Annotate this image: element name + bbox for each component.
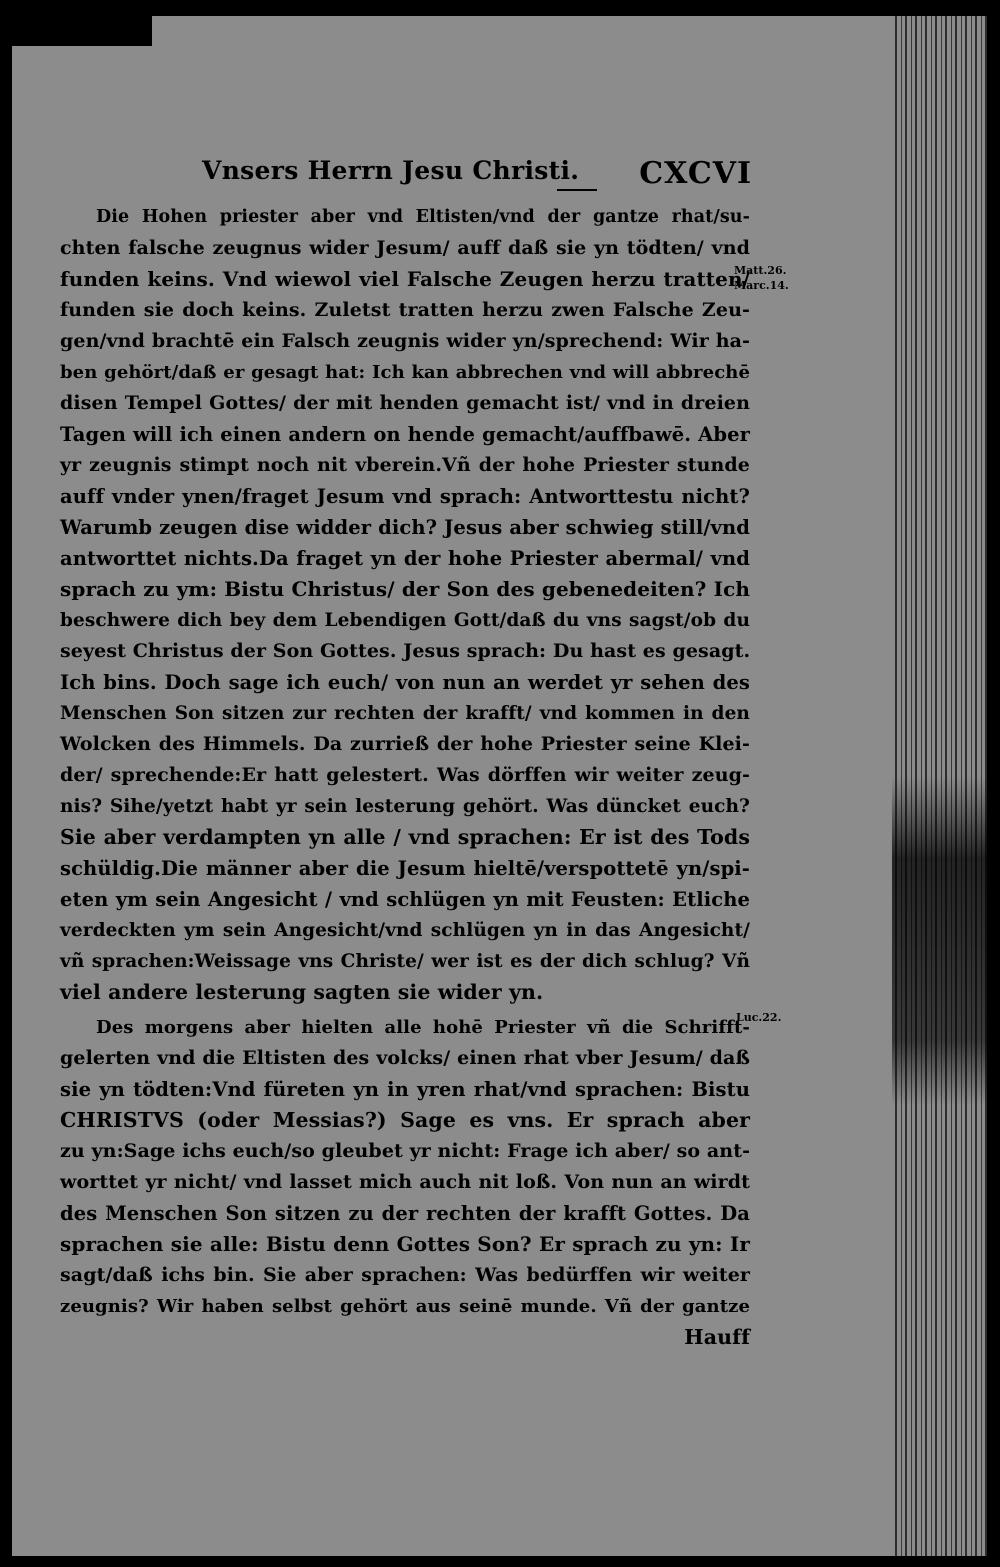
text-line: chten falsche zeugnus wider Jesum/ auff daß sie yn tödten/ vnd [60, 237, 750, 259]
text-line: zeugnis? Wir haben selbst gehört aus seinē munde. Vñ der gantze [60, 1296, 750, 1317]
text-line: yr zeugnis stimpt noch nit vberein.Vñ der hohe Priester stunde [60, 454, 750, 476]
text-line: sprach zu ym: Bistu Christus/ der Son des gebenedeiten? Ich [60, 577, 750, 601]
text-line: sie yn tödten:Vnd füreten yn in yren rhat/vnd sprachen: Bistu [60, 1078, 750, 1101]
text-line: CHRISTVS (oder Messias?) Sage es vns. Er sprach aber [60, 1108, 750, 1132]
text-line: disen Tempel Gottes/ der mit henden gemacht ist/ vnd in dreien [60, 392, 750, 414]
text-line: funden keins. Vnd wiewol viel Falsche Zeugen herzu tratten/ [60, 267, 750, 291]
text-line: funden sie doch keins. Zuletst tratten herzu zwen Falsche Zeu- [60, 299, 750, 321]
text-line: vñ sprachen:Weissage vns Christe/ wer ist es der dich schlug? Vñ [60, 951, 750, 972]
text-line: sagt/daß ichs bin. Sie aber sprachen: Was bedürffen wir weiter [60, 1264, 750, 1286]
text-line: Die Hohen priester aber vnd Eltisten/vnd der gantze rhat/su- [96, 207, 750, 227]
text-line: ben gehört/daß er gesagt hat: Ich kan abbrechen vnd will abbrechē [60, 362, 750, 383]
corner-shadow [12, 16, 152, 46]
text-line: gen/vnd brachtē ein Falsch zeugnis wider yn/sprechend: Wir ha- [60, 330, 750, 352]
header-rule [557, 189, 597, 191]
text-line: Menschen Son sitzen zur rechten der krafft/ vnd kommen in den [60, 703, 750, 724]
text-line: verdeckten ym sein Angesicht/vnd schlügen yn in das Angesicht/ [60, 920, 750, 941]
fore-edge-shadow [892, 776, 987, 1106]
text-line: nis? Sihe/yetzt habt yr sein lesterung gehört. Was düncket euch? [60, 796, 750, 817]
margin-note-luke: Luc.22. [736, 1011, 782, 1024]
text-line: Ich bins. Doch sage ich euch/ von nun an werdet yr sehen des [60, 671, 750, 694]
text-line: zu yn:Sage ichs euch/so gleubet yr nicht: Frage ich aber/ so ant- [60, 1140, 751, 1162]
running-head: Vnsers Herrn Jesu Christi. [202, 156, 580, 185]
text-line: Tagen will ich einen andern on hende gemacht/auffbawē. Aber [60, 423, 750, 446]
book-page [12, 16, 987, 1556]
page-header [202, 156, 752, 196]
catchword: Hauff [684, 1325, 750, 1349]
text-line: auff vnder ynen/fraget Jesum vnd sprach: Antworttestu nicht? [60, 485, 750, 508]
text-line: Des morgens aber hielten alle hohē Priester vñ die Schrifft- [96, 1017, 750, 1038]
margin-note-mark: Marc.14. [734, 279, 789, 292]
text-line: beschwere dich bey dem Lebendigen Gott/daß du vns sagst/ob du [60, 610, 750, 631]
text-line: der/ sprechende:Er hatt gelestert. Was dörffen wir weiter zeug- [60, 764, 750, 786]
text-line: gelerten vnd die Eltisten des volcks/ einen rhat vber Jesum/ daß [60, 1047, 750, 1069]
text-line: antworttet nichts.Da fraget yn der hohe Priester abermal/ vnd [60, 547, 750, 570]
text-line: Sie aber verdampten yn alle / vnd sprachen: Er ist des Tods [60, 825, 750, 849]
text-line: eten ym sein Angesicht / vnd schlügen yn mit Feusten: Etliche [60, 888, 750, 911]
margin-note-matthew: Matt.26. [734, 264, 787, 277]
text-line: Warumb zeugen dise widder dich? Jesus aber schwieg still/vnd [60, 516, 750, 539]
text-line: sprachen sie alle: Bistu denn Gottes Son? Er sprach zu yn: Ir [60, 1232, 750, 1256]
text-line: viel andere lesterung sagten sie wider yn. [60, 980, 544, 1004]
folio-number: CXCVI [639, 156, 752, 191]
text-line: seyest Christus der Son Gottes. Jesus sprach: Du hast es gesagt. [60, 640, 751, 662]
text-line: Wolcken des Himmels. Da zurrieß der hohe Priester seine Klei- [60, 733, 750, 755]
text-line: schüldig.Die männer aber die Jesum hieltē/verspottetē yn/spi- [60, 857, 750, 880]
text-line: des Menschen Son sitzen zu der rechten der krafft Gottes. Da [60, 1202, 750, 1225]
text-line: worttet yr nicht/ vnd lasset mich auch nit loß. Von nun an wirdt [60, 1171, 750, 1193]
body-text [60, 202, 750, 1353]
